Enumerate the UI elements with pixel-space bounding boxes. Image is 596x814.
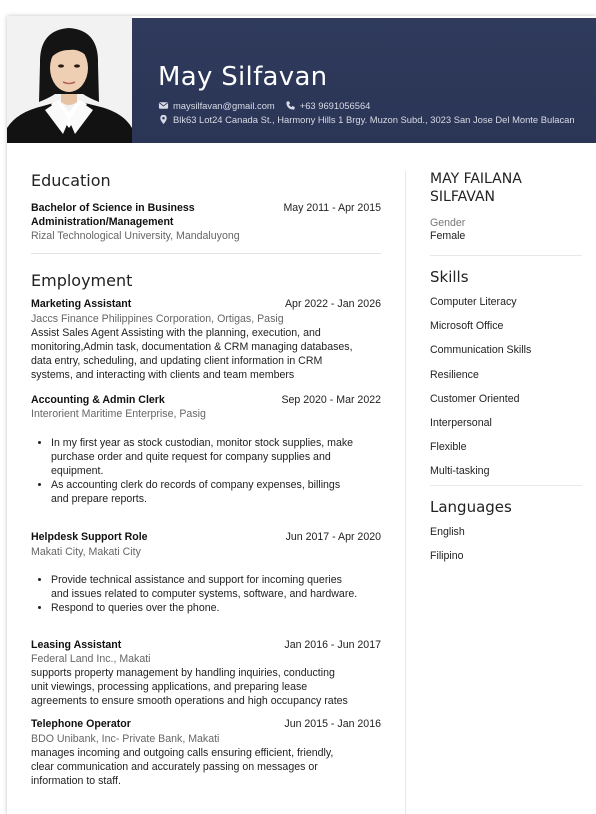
job-item <box>31 531 381 615</box>
job-organization: BDO Unibank, Inc- Private Bank, Makati <box>31 732 220 745</box>
employment-heading: Employment <box>31 271 133 290</box>
job-title: Marketing Assistant <box>31 298 132 310</box>
bullet-item: • Provide technical assistance and support for incoming queries and issues related to computer systems, software, and hardware. <box>51 573 381 601</box>
gender-label: Gender <box>430 217 466 229</box>
job-organization: Federal Land Inc., Makati <box>31 653 151 665</box>
section-divider <box>31 253 381 254</box>
email-text[interactable]: maysilfavan@gmail.com <box>173 100 275 111</box>
job-dates: Jan 2016 - Jun 2017 <box>284 638 381 651</box>
job-dates: Sep 2020 - Mar 2022 <box>281 393 381 406</box>
job-description <box>31 326 381 382</box>
languages-list <box>430 525 585 573</box>
section-divider <box>430 485 582 486</box>
phone-icon <box>285 100 296 111</box>
job-organization: Jaccs Finance Philippines Corporation, Ortigas, Pasig <box>31 312 284 325</box>
profile-photo-illustration <box>7 16 132 143</box>
skill-item: Resilience <box>430 368 479 381</box>
candidate-name: May Silfavan <box>158 62 328 92</box>
profile-photo <box>7 16 132 143</box>
languages-heading: Languages <box>430 497 512 516</box>
description-line: agreements to ensure smooth operations and high occupancy rates <box>31 695 348 707</box>
email-icon <box>158 100 169 111</box>
main-column <box>31 171 381 788</box>
job-item <box>31 718 381 788</box>
degree-line: Bachelor of Science in Business <box>31 202 195 214</box>
bullet-item: • Respond to queries over the phone. <box>51 601 381 615</box>
job-title: Accounting & Admin Clerk <box>31 393 165 406</box>
job-item <box>31 394 381 507</box>
job-item <box>31 639 381 709</box>
description-line: monitoring,Admin task, documentation & CRM managing databases, <box>31 340 353 353</box>
language-item: English <box>430 525 465 538</box>
degree-line: Administration/Management <box>31 215 174 228</box>
degree-title <box>31 202 195 229</box>
phone-text[interactable]: +63 9691056564 <box>299 100 371 111</box>
job-dates: Jun 2017 - Apr 2020 <box>285 531 381 543</box>
column-divider <box>405 171 406 814</box>
description-line: clear communication and accurately passing on messages or <box>31 760 318 773</box>
description-line: Assist Sales Agent Assisting with the planning, execution, and <box>31 326 321 339</box>
skill-item: Interpersonal <box>430 416 492 429</box>
job-organization: Makati City, Makati City <box>31 545 141 558</box>
description-line: information to staff. <box>31 774 121 787</box>
job-bullets <box>51 573 381 615</box>
education-dates: May 2011 - Apr 2015 <box>283 202 381 214</box>
address-text: Blk63 Lot24 Canada St., Harmony Hills 1 Brgy. Muzon Subd., 3023 San Jose Del Monte Bulacan <box>173 114 575 125</box>
header-banner <box>132 18 596 143</box>
skill-item: Customer Oriented <box>430 392 520 405</box>
skill-item: Microsoft Office <box>430 320 504 333</box>
resume-header <box>7 16 596 143</box>
sidebar-column <box>430 170 585 573</box>
contact-line-address <box>158 114 575 125</box>
job-dates: Apr 2022 - Jan 2026 <box>284 298 381 310</box>
education-item <box>31 202 381 243</box>
bullet-item: • In my first year as stock custodian, monitor stock supplies, make purchase order and quite request for company supplies and equipment. <box>51 436 381 478</box>
location-pin-icon <box>158 114 169 125</box>
description-line: supports property management by handling inquiries, conducting <box>31 667 335 679</box>
skill-item: Multi-tasking <box>430 465 490 478</box>
job-dates: Jun 2015 - Jan 2016 <box>284 718 381 730</box>
bullet-item: • As accounting clerk do records of company expenses, billings and prepare reports. <box>51 478 381 506</box>
description-line: manages incoming and outgoing calls ensuring efficient, friendly, <box>31 746 334 759</box>
job-title: Leasing Assistant <box>31 638 122 651</box>
job-organization: Interorient Maritime Enterprise, Pasig <box>31 408 206 420</box>
school-name: Rizal Technological University, Mandaluyong <box>31 230 240 242</box>
contact-line-email-phone <box>158 100 370 111</box>
job-item <box>31 298 381 382</box>
resume-page <box>7 16 596 814</box>
description-line: systems, and interacting with clients and team members <box>31 368 295 381</box>
description-line: unit viewings, processing applications, and preparing lease <box>31 681 308 693</box>
skills-heading: Skills <box>430 268 469 286</box>
section-divider <box>430 255 582 256</box>
job-description <box>31 746 381 788</box>
description-line: data entry, scheduling, and updating client information in CRM <box>31 354 323 367</box>
job-description <box>31 666 381 708</box>
job-title: Helpdesk Support Role <box>31 531 148 543</box>
gender-value: Female <box>430 230 466 242</box>
skill-item: Communication Skills <box>430 344 532 357</box>
job-title: Telephone Operator <box>31 718 131 730</box>
job-bullets <box>51 436 381 506</box>
skill-item: Computer Literacy <box>430 296 517 308</box>
skill-item: Flexible <box>430 441 467 454</box>
language-item: Filipino <box>430 549 464 562</box>
skills-list <box>430 295 585 489</box>
full-name: MAY FAILANA SILFAVAN <box>430 171 522 205</box>
education-heading: Education <box>31 171 111 190</box>
